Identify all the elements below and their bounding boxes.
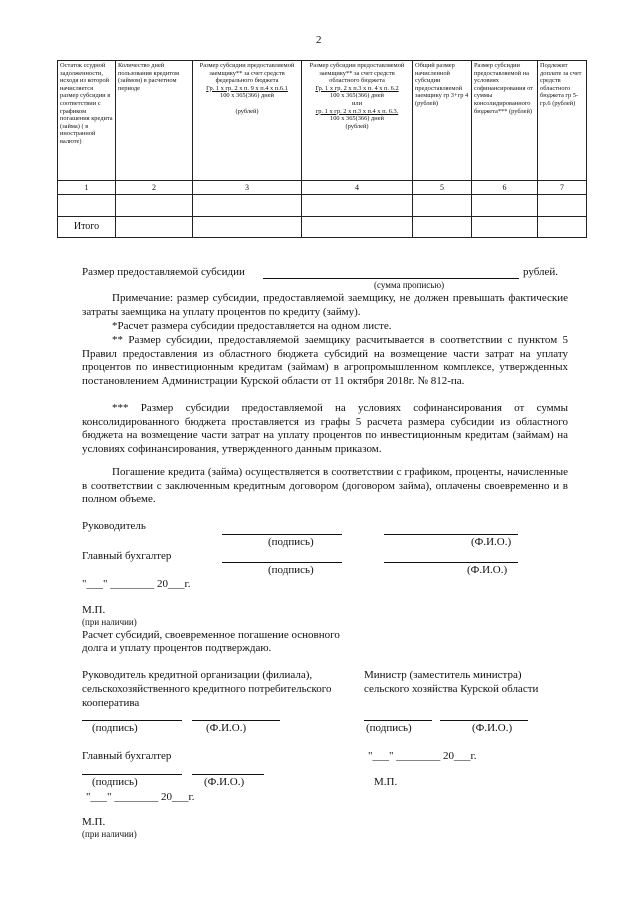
bank-stamp-note: (при наличии) xyxy=(82,829,137,839)
signature-caption: (подпись) xyxy=(92,722,138,734)
bank-accountant-name-line xyxy=(192,774,264,775)
bank-accountant-signature-line xyxy=(82,774,182,775)
header-cell-7: Подлежит доплате за счет средств областного бюджета гр 5-гр.6 (рублей) xyxy=(538,61,587,181)
bank-signature-line xyxy=(82,720,182,721)
header-cell-4: Размер субсидии предоставляемой заемщику** за счет средств областного бюджета Гр. 1 х гр. 2 х п.3 х п. 4 х п. 6.2 100 х 365(366) дней или гр. 1 х гр. 2 х п.3 х п.4 х п. 6.3. 100 х 365(366) дней (рублей) xyxy=(302,61,413,181)
column-number: 2 xyxy=(116,181,193,195)
note-4: *** Размер субсидии предоставляемой на условиях софинансирования от суммы консолидированного бюджета проставляется из графы 5 расчета размера субсидии из областного бюджета на возмещение части затрат на уплату процентов по инвестиционным кредитам (займам) на условиях софинансирования, утвержденного данным приказом. xyxy=(82,402,568,455)
accountant-name-line xyxy=(384,562,518,563)
subsidy-amount-line xyxy=(263,278,519,279)
minister-label: Министр (заместитель министра) сельского хозяйства Курской области xyxy=(364,669,539,695)
bank-stamp-label: М.П. xyxy=(82,816,106,828)
name-caption: (Ф.И.О.) xyxy=(206,722,247,734)
accountant-signature-line xyxy=(222,562,342,563)
bank-name-line xyxy=(192,720,280,721)
subsidy-amount-caption: (сумма прописью) xyxy=(374,280,445,290)
minister-date-field: "___" ________ 20___г. xyxy=(368,750,477,762)
confirmation-text: Расчет субсидий, своевременное погашение основного долга и уплату процентов подтверждаю. xyxy=(82,629,340,654)
table-row xyxy=(58,195,587,217)
repayment-text: Погашение кредита (займа) осуществляется в соответствии с графиком, проценты, начисленные в соответствии с заключенным кредитным договором (договором займа), оплачены своевременно и в полном объеме. xyxy=(82,466,568,505)
bank-accountant-label: Главный бухгалтер xyxy=(82,750,172,762)
signature-caption: (подпись) xyxy=(268,536,314,548)
header-cell-6: Размер субсидии предоставляемой на условиях софинансирования от суммы консолидированного бюджета*** (рублей) xyxy=(472,61,538,181)
note-3: ** Размер субсидии, предоставляемой заемщику расчитывается в соответствии с пунктом 5 Правил предоставления из областного бюджета субсидий на возмещение части затрат на уплату процентов по инвестиционным кредитам (займам) в агропромышленном комплексе, утвержденных постановлением Администрации Курской области от 11 октября 2018г. № 812-па. xyxy=(82,334,568,387)
page-number: 2 xyxy=(316,34,322,46)
table-total-row xyxy=(58,217,587,238)
bank-date-field: "___" ________ 20___г. xyxy=(86,791,195,803)
name-caption: (Ф.И.О.) xyxy=(472,722,513,734)
signature-caption: (подпись) xyxy=(366,722,412,734)
note-1: Примечание: размер субсидии, предоставляемой заемщику, не должен превышать фактические затраты заемщика на уплату процентов по кредиту (займу). xyxy=(82,292,568,318)
stamp-label: М.П. xyxy=(82,604,106,616)
bank-head-label: Руководитель кредитной организации (филиала), сельскохозяйственного кредитного потребительского кооператива xyxy=(82,669,332,709)
head-signature-line xyxy=(222,534,342,535)
header-cell-2: Количество дней пользования кредитом (займом) в расчетном периоде xyxy=(116,61,193,181)
head-label: Руководитель xyxy=(82,520,146,532)
subsidy-amount-label: Размер предоставляемой субсидии xyxy=(82,266,245,278)
column-number: 7 xyxy=(538,181,587,195)
signature-caption: (подпись) xyxy=(268,564,314,576)
column-number: 3 xyxy=(193,181,302,195)
header-cell-5: Общий размер начисленной субсидии предоставляемой заемщику гр 3+гр 4 (рублей) xyxy=(413,61,472,181)
column-number: 1 xyxy=(58,181,116,195)
chief-accountant-label: Главный бухгалтер xyxy=(82,550,172,562)
date-field: "___" ________ 20___г. xyxy=(82,578,191,590)
column-number: 4 xyxy=(302,181,413,195)
total-label: Итого xyxy=(58,217,116,238)
column-number: 6 xyxy=(472,181,538,195)
header-cell-1: Остаток ссудной задолженности, исходя из которой начисляется размер субсидии в соответствии с графиком погашения кредита (займа) ( в иностранной валюте) xyxy=(58,61,116,181)
minister-signature-line xyxy=(364,720,432,721)
minister-name-line xyxy=(440,720,528,721)
column-number: 5 xyxy=(413,181,472,195)
signature-caption: (подпись) xyxy=(92,776,138,788)
name-caption: (Ф.И.О.) xyxy=(467,564,508,576)
name-caption: (Ф.И.О.) xyxy=(471,536,512,548)
name-caption: (Ф.И.О.) xyxy=(204,776,245,788)
head-name-line xyxy=(384,534,518,535)
stamp-note: (при наличии) xyxy=(82,617,137,627)
header-cell-3: Размер субсидии предоставляемой заемщику** за счет средств федерального бюджета Гр. 1 х гр. 2 х п. 9 х п.4 х п.6.1 100 х 365(366) дней (рублей) xyxy=(193,61,302,181)
calculation-table xyxy=(57,60,587,238)
subsidy-amount-unit: рублей. xyxy=(523,266,559,278)
minister-stamp-label: М.П. xyxy=(374,776,398,788)
note-2: *Расчет размера субсидии предоставляется на одном листе. xyxy=(112,320,392,332)
